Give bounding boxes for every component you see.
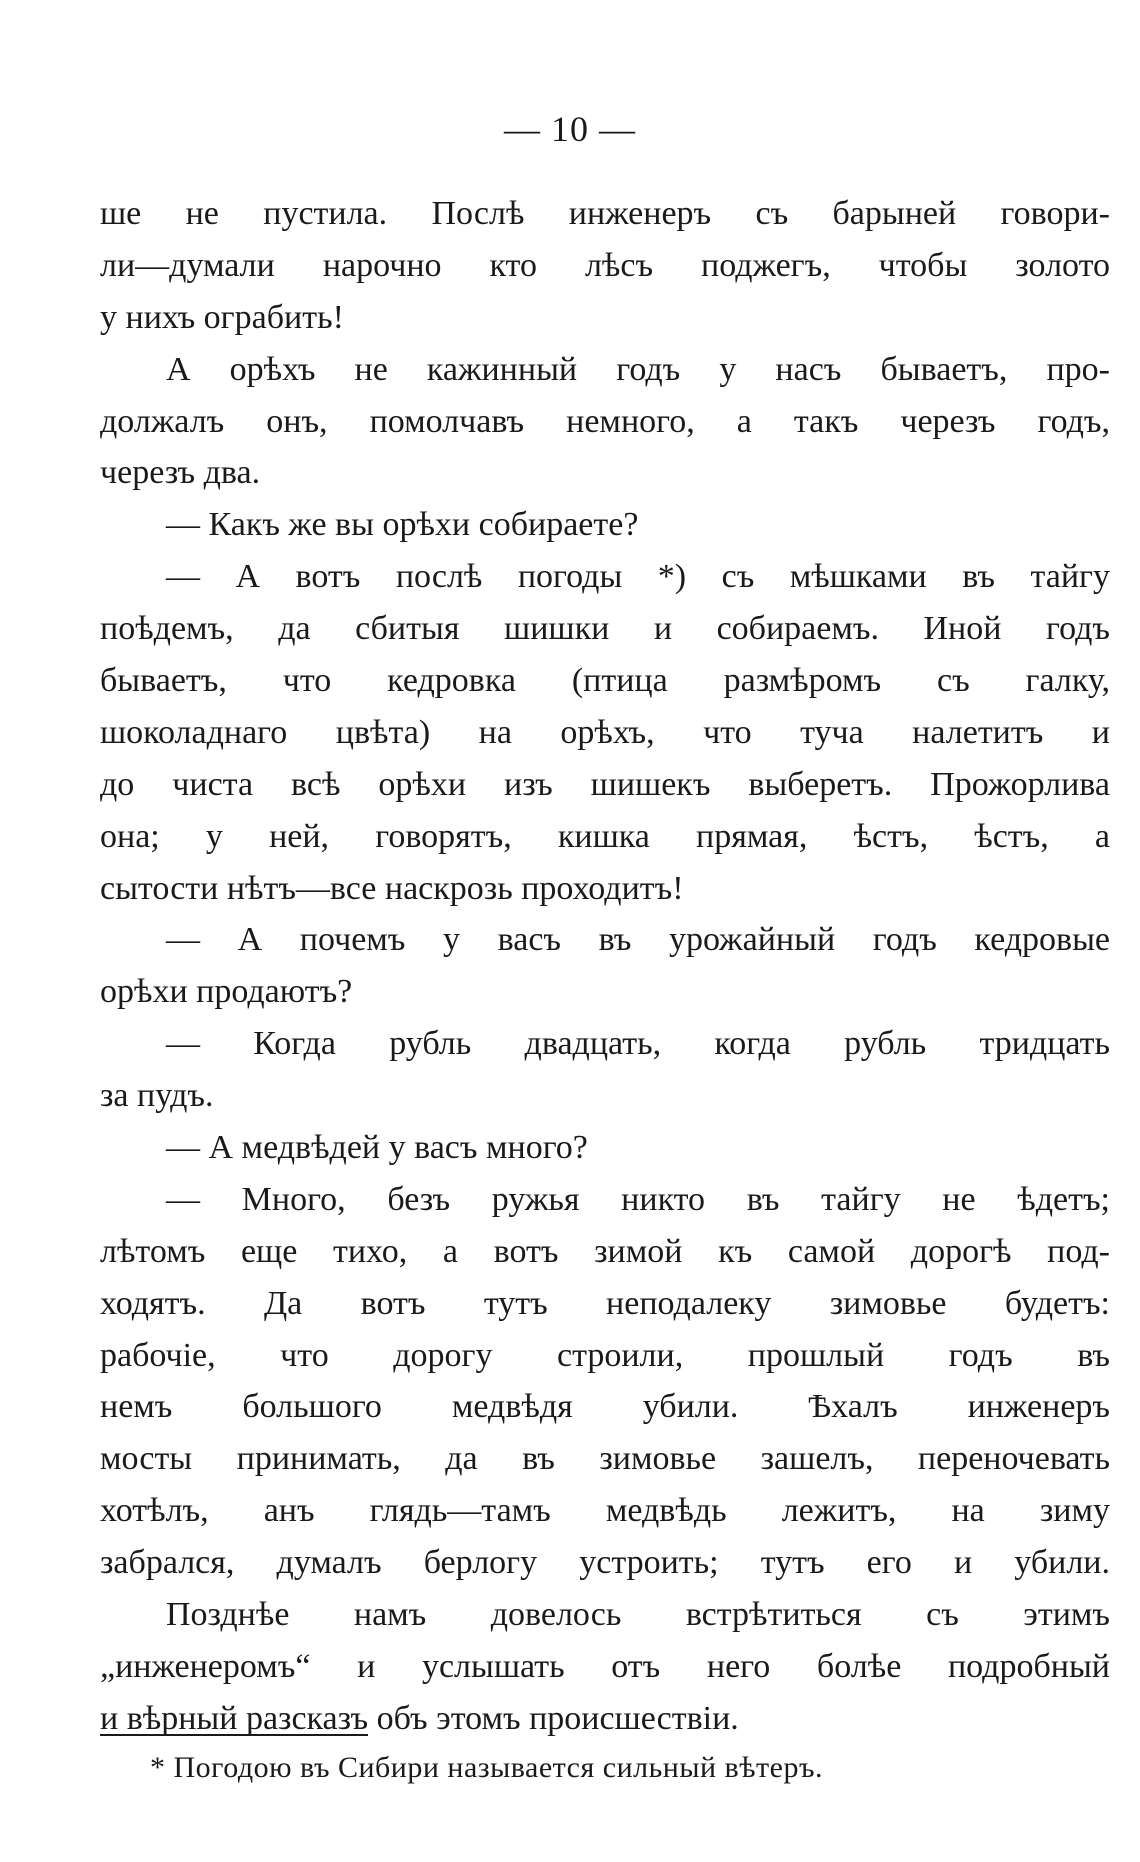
text-line: поѣдемъ, да сбитыя шишки и собираемъ. Иной годъ bbox=[100, 610, 1110, 648]
text-line: мосты принимать, да въ зимовье зашелъ, переночевать bbox=[100, 1440, 1110, 1478]
text-line: у нихъ ограбить! bbox=[100, 298, 344, 336]
text-line: — А почемъ у васъ въ урожайный годъ кедровые bbox=[166, 921, 1110, 959]
text-line: сытости нѣтъ—все наскрозь проходитъ! bbox=[100, 869, 684, 907]
page-number: — 10 — bbox=[504, 109, 636, 149]
text-line: — А вотъ послѣ погоды *) съ мѣшками въ тайгу bbox=[166, 558, 1110, 596]
text-line: ше не пустила. Послѣ инженеръ съ барыней говори- bbox=[100, 195, 1110, 232]
text-line: хотѣлъ, анъ глядь—тамъ медвѣдь лежитъ, на зиму bbox=[100, 1492, 1110, 1530]
text-line: немъ большого медвѣдя убили. Ѣхалъ инженеръ bbox=[100, 1388, 1110, 1426]
text-line: „инженеромъ“ и услышать отъ него болѣе подробный bbox=[100, 1647, 1110, 1685]
body-text bbox=[100, 188, 1110, 1745]
text-line: и вѣрный разсказъ объ этомъ происшествіи. bbox=[100, 1699, 739, 1737]
text-line: — Много, безъ ружья никто въ тайгу не ѣдетъ; bbox=[166, 1180, 1110, 1218]
text-line: черезъ два. bbox=[100, 454, 261, 492]
text-line: ходятъ. Да вотъ тутъ неподалеку зимовье будетъ: bbox=[100, 1284, 1110, 1322]
text-line: бываетъ, что кедровка (птица размѣромъ съ галку, bbox=[100, 662, 1110, 700]
text-line: забрался, думалъ берлогу устроить; тутъ его и убили. bbox=[100, 1544, 1110, 1582]
text-line: она; у ней, говорятъ, кишка прямая, ѣстъ, ѣстъ, а bbox=[100, 817, 1110, 855]
text-line: — А медвѣдей у васъ много? bbox=[166, 1129, 588, 1167]
text-line: за пудъ. bbox=[100, 1077, 214, 1115]
text-line: должалъ онъ, помолчавъ немного, а такъ черезъ годъ, bbox=[100, 402, 1110, 440]
text-line: орѣхи продаютъ? bbox=[100, 973, 353, 1011]
text-line: Позднѣе намъ довелось встрѣтиться съ этимъ bbox=[166, 1596, 1110, 1634]
text-line: ли—думали нарочно кто лѣсъ поджегъ, чтобы золото bbox=[100, 246, 1110, 284]
text-line: рабочіе, что дорогу строили, прошлый годъ въ bbox=[100, 1336, 1110, 1374]
footnote: * Погодою въ Сибири называется сильный вѣтеръ. bbox=[150, 1751, 823, 1784]
text-line: — Когда рубль двадцать, когда рубль тридцать bbox=[166, 1025, 1110, 1063]
text-line: до чиста всѣ орѣхи изъ шишекъ выберетъ. Прожорлива bbox=[100, 765, 1110, 803]
text-line: лѣтомъ еще тихо, а вотъ зимой къ самой дорогѣ под- bbox=[100, 1232, 1110, 1270]
footnote-separator bbox=[100, 1734, 368, 1736]
text-line: А орѣхъ не кажинный годъ у насъ бываетъ, про- bbox=[166, 350, 1110, 388]
text-line: — Какъ же вы орѣхи собираете? bbox=[166, 506, 639, 544]
text-line: шоколаднаго цвѣта) на орѣхъ, что туча налетитъ и bbox=[100, 713, 1110, 751]
